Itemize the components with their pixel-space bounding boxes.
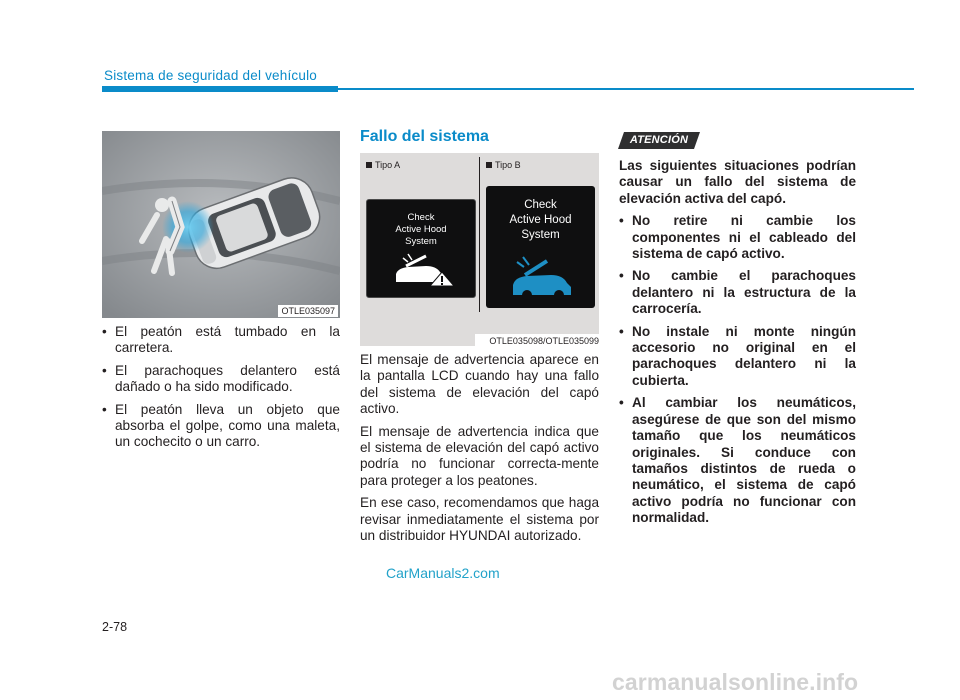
illustration-graphic [102,131,340,318]
column-1-text [102,324,340,457]
image-code: OTLE035097 [278,305,338,317]
lcd-line: Active Hood [509,214,572,226]
type-a-label: Tipo A [366,160,400,170]
column-3-text [619,158,856,533]
section-title: Fallo del sistema [360,128,489,145]
header-accent-bar [102,86,338,92]
list-item: • No instale ni monte ningún accesorio no original en el parachoques delantero ni la cubierta. [619,324,856,390]
pedestrian-collision-illustration [102,131,340,318]
image-code: OTLE035098/OTLE035099 [475,334,599,346]
square-bullet-icon [486,162,492,168]
lcd-line: System [521,229,560,241]
lcd-line: Active Hood [395,224,447,235]
caution-list [619,213,856,526]
caution-intro: Las siguientes situaciones podrían causar un fallo del sistema de elevación activa del capó. [619,158,856,206]
active-hood-car-icon [501,251,581,301]
list-item: • Al cambiar los neumáticos, asegúrese de que son del mismo tamaño que los neumáticos originales. Si conduce con tamaños distintos de rueda o neumático, el sistema de capó activo podría no funcionar con normalidad. [619,395,856,526]
lcd-display-type-a [366,199,476,298]
lcd-display-type-b [486,186,595,308]
figure-divider [479,157,480,312]
list-item: • El parachoques delantero está dañado o ha sido modificado. [102,363,340,396]
list-item: • El peatón lleva un objeto que absorba el golpe, como una maleta, un cochecito o un carro. [102,402,340,451]
caution-badge [618,132,700,154]
paragraph: En ese caso, recomendamos que haga revisar inmediatamente el sistema por un distribuidor HYUNDAI autorizado. [360,495,599,544]
square-bullet-icon [366,162,372,168]
section-header-title: Sistema de seguridad del vehículo [104,68,317,83]
list-item: • No retire ni cambie los componentes ni el cableado del sistema de capó activo. [619,213,856,262]
watermark-link[interactable]: CarManuals2.com [386,565,500,581]
caution-badge-label: ATENCIÓN [629,134,689,146]
lcd-line: System [405,236,437,247]
list-item: • El peatón está tumbado en la carretera. [102,324,340,357]
page-number: 2-78 [102,620,128,634]
paragraph: El mensaje de advertencia indica que el sistema de elevación del capó activo podría no funcionar correcta-mente para proteger a los peatones. [360,423,599,488]
lcd-line: Check [524,199,557,211]
paragraph: El mensaje de advertencia aparece en la pantalla LCD cuando hay una fallo del sistema de elevación del capó activo. [360,352,599,417]
list-item: • No cambie el parachoques delantero ni la estructura de la carrocería. [619,268,856,317]
lcd-warning-figure [360,153,599,346]
active-hood-warning-icon [386,252,456,288]
lcd-line: Check [407,212,435,223]
footer-site-watermark: carmanualsonline.info [612,669,859,695]
column-2-text [360,352,599,550]
type-b-label: Tipo B [486,160,521,170]
conditions-list [102,324,340,451]
